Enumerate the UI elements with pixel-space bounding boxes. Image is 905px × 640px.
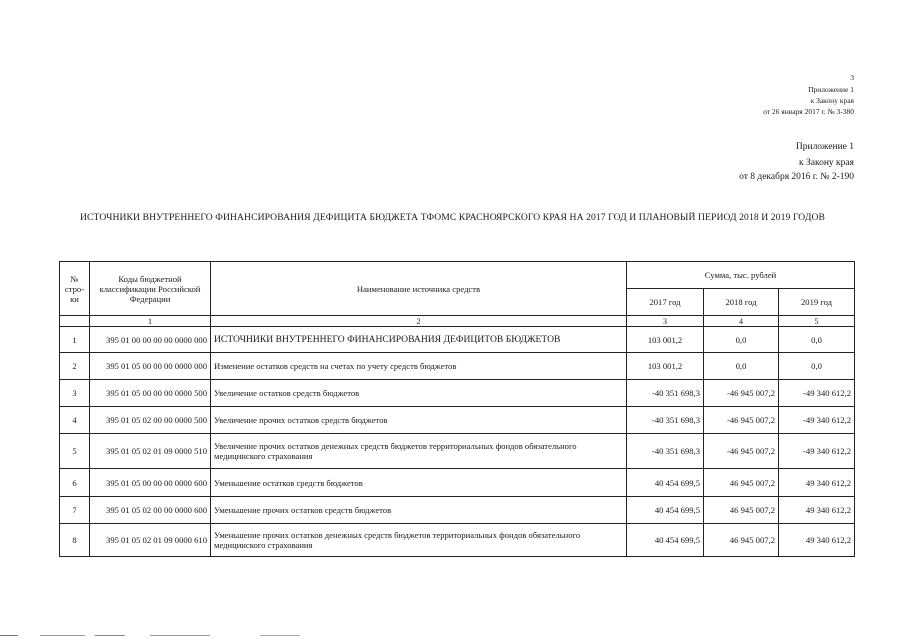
row-number: 7 [60, 497, 90, 524]
row-code: 395 01 05 00 00 00 0000 000 [90, 353, 211, 380]
row-value-2017: -40 351 698,3 [627, 407, 704, 434]
column-number: 5 [779, 316, 855, 327]
column-number [60, 316, 90, 327]
header-year-2019: 2019 год [779, 289, 855, 316]
row-name: Увеличение прочих остатков денежных средств бюджетов территориальных фондов обязательного медицинского страхования [211, 434, 627, 469]
column-number: 3 [627, 316, 704, 327]
annex-small-date: от 26 января 2017 г. № 3-380 [763, 107, 854, 116]
row-code: 395 01 05 02 01 09 0000 610 [90, 524, 211, 557]
row-value-2018: 0,0 [704, 353, 779, 380]
row-value-2017: 40 454 699,5 [627, 524, 704, 557]
annex-law: к Закону края [798, 158, 854, 168]
row-value-2019: -49 340 612,2 [779, 380, 855, 407]
scan-artifact-line [0, 634, 905, 636]
row-code: 395 01 05 00 00 00 0000 600 [90, 469, 211, 497]
row-code: 395 01 00 00 00 00 0000 000 [90, 327, 211, 353]
row-code: 395 01 05 02 00 00 0000 500 [90, 407, 211, 434]
table-row [60, 407, 855, 434]
annex-date: от 8 декабря 2016 г. № 2-190 [739, 172, 854, 182]
row-value-2018: -46 945 007,2 [704, 434, 779, 469]
row-value-2018: -46 945 007,2 [704, 407, 779, 434]
row-value-2019: 49 340 612,2 [779, 524, 855, 557]
row-value-2018: 0,0 [704, 327, 779, 353]
row-code: 395 01 05 02 01 09 0000 510 [90, 434, 211, 469]
table-row [60, 327, 855, 353]
row-value-2019: 49 340 612,2 [779, 497, 855, 524]
annex-title: Приложение 1 [795, 142, 854, 152]
row-value-2017: 40 454 699,5 [627, 497, 704, 524]
row-name: Уменьшение прочих остатков денежных средств бюджетов территориальных фондов обязательного медицинского страхования [211, 524, 627, 557]
row-value-2018: -46 945 007,2 [704, 380, 779, 407]
table-row [60, 469, 855, 497]
row-name: Уменьшение прочих остатков средств бюджетов [211, 497, 627, 524]
annex-small-title: Приложение 1 [808, 85, 854, 94]
row-value-2019: 49 340 612,2 [779, 469, 855, 497]
row-value-2017: 40 454 699,5 [627, 469, 704, 497]
column-number: 2 [211, 316, 627, 327]
row-value-2019: -49 340 612,2 [779, 434, 855, 469]
column-number: 1 [90, 316, 211, 327]
column-number: 4 [704, 316, 779, 327]
table-row [60, 380, 855, 407]
row-value-2019: 0,0 [779, 327, 855, 353]
row-value-2017: 103 001,2 [627, 327, 704, 353]
document-title: ИСТОЧНИКИ ВНУТРЕННЕГО ФИНАНСИРОВАНИЯ ДЕФИЦИТА БЮДЖЕТА ТФОМС КРАСНОЯРСКОГО КРАЯ НА 2017 ГОД И ПЛАНОВЫЙ ПЕРИОД 2018 И 2019 ГОДОВ [80, 212, 825, 223]
row-value-2017: -40 351 698,3 [627, 380, 704, 407]
header-code: Коды бюджетной классификации Российской Федерации [90, 262, 211, 316]
row-code: 395 01 05 00 00 00 0000 500 [90, 380, 211, 407]
header-row-number: № стро-ки [60, 262, 90, 316]
row-name: Увеличение остатков средств бюджетов [211, 380, 627, 407]
row-value-2017: 103 001,2 [627, 353, 704, 380]
row-number: 6 [60, 469, 90, 497]
row-name: Изменение остатков средств на счетах по учету средств бюджетов [211, 353, 627, 380]
row-value-2019: 0,0 [779, 353, 855, 380]
row-value-2019: -49 340 612,2 [779, 407, 855, 434]
table-row [60, 434, 855, 469]
row-number: 3 [60, 380, 90, 407]
column-numbers-row [60, 316, 855, 327]
table-row [60, 497, 855, 524]
row-value-2018: 46 945 007,2 [704, 497, 779, 524]
table-row [60, 353, 855, 380]
header-row [60, 262, 855, 289]
row-name: ИСТОЧНИКИ ВНУТРЕННЕГО ФИНАНСИРОВАНИЯ ДЕФИЦИТОВ БЮДЖЕТОВ [211, 327, 627, 353]
header-name: Наименование источника средств [211, 262, 627, 316]
row-number: 5 [60, 434, 90, 469]
row-name: Уменьшение остатков средств бюджетов [211, 469, 627, 497]
row-number: 4 [60, 407, 90, 434]
header-year-2017: 2017 год [627, 289, 704, 316]
page-number: 3 [850, 73, 854, 82]
row-value-2017: -40 351 698,3 [627, 434, 704, 469]
row-number: 2 [60, 353, 90, 380]
table-row [60, 524, 855, 557]
annex-small-law: к Закону края [810, 96, 854, 105]
row-value-2018: 46 945 007,2 [704, 469, 779, 497]
header-sum: Сумма, тыс. рублей [627, 262, 855, 289]
row-name: Увеличение прочих остатков средств бюджетов [211, 407, 627, 434]
row-value-2018: 46 945 007,2 [704, 524, 779, 557]
row-number: 8 [60, 524, 90, 557]
row-code: 395 01 05 02 00 00 0000 600 [90, 497, 211, 524]
header-year-2018: 2018 год [704, 289, 779, 316]
financing-sources-table [59, 261, 855, 557]
row-number: 1 [60, 327, 90, 353]
